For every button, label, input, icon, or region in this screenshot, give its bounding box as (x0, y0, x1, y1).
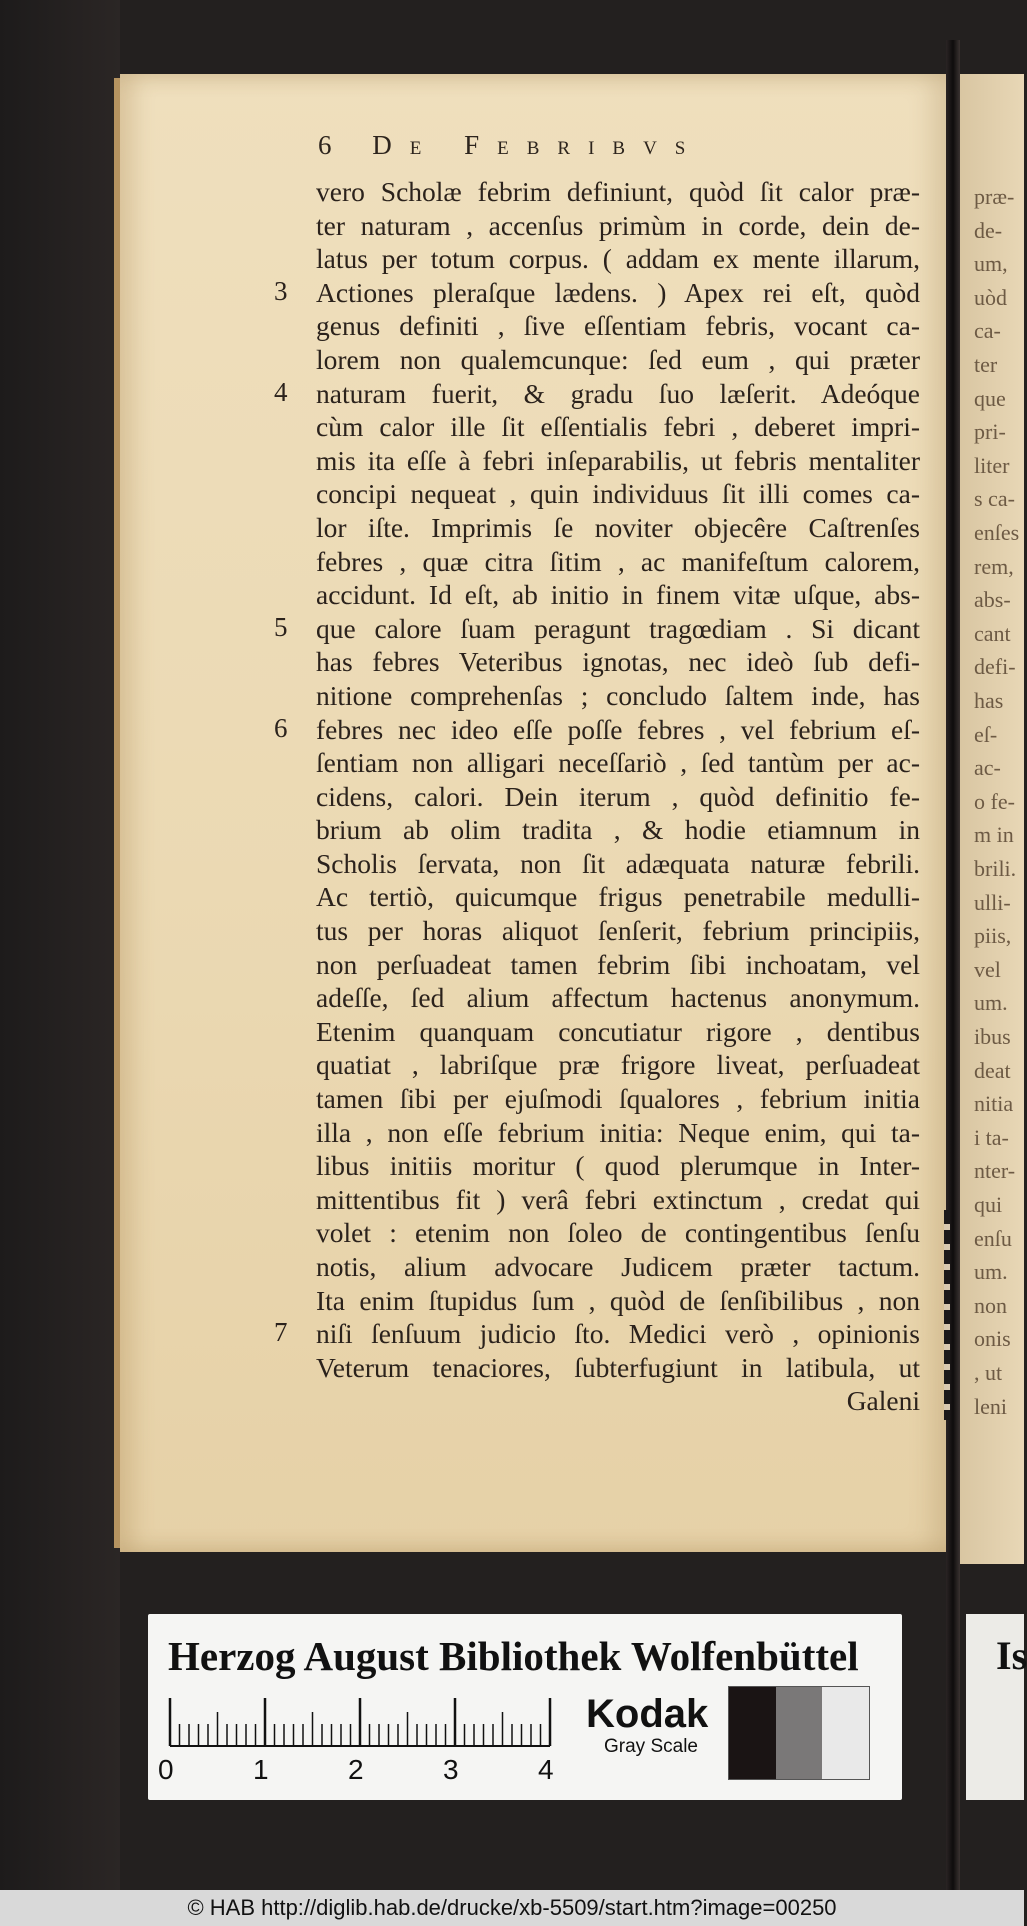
facing-page-fragment: eſ- (974, 721, 998, 747)
facing-page-fragment: liter (974, 452, 1010, 478)
ruler-label: 3 (443, 1754, 459, 1785)
kodak-logo: Kodak (586, 1692, 709, 1736)
card-fragment-text: Is (996, 1633, 1027, 1678)
facing-page-fragment: defi- (974, 654, 1016, 680)
text-line: mis ita eſſe à febri inſeparabilis, ut febris mentaliter (316, 444, 920, 476)
running-header (318, 130, 703, 161)
gray-swatch (822, 1687, 869, 1779)
facing-page-fragment: de- (974, 217, 1003, 243)
ruler (170, 1698, 550, 1748)
facing-page-fragment: leni (974, 1393, 1007, 1419)
facing-page-fragment: vel (974, 956, 1001, 982)
text-line: ter naturam , accenſus primùm in corde, dein de- (316, 209, 920, 241)
text-line: quatiat , labriſque præ frigore liveat, perſuadeat (316, 1049, 920, 1081)
text-line: adeſſe, ſed alium affectum hactenus anonymum. (316, 982, 920, 1014)
text-line: que calore ſuam peragunt tragœdiam . Si dicant (316, 612, 920, 644)
text-line: tus per horas aliquot ſenſerit, febrium principiis, (316, 915, 920, 947)
text-line: Ac tertiò, quicumque frigus penetrabile medulli- (316, 881, 920, 913)
ruler-label: 0 (158, 1754, 174, 1785)
running-title: De Febribvs (372, 130, 704, 160)
margin-number: 6 (274, 712, 288, 743)
body-text (316, 175, 920, 1418)
text-line: libus initiis moritur ( quod plerumque in Inter- (316, 1150, 920, 1182)
text-line: non perſuadeat tamen febrim ſibi inchoatam, vel (316, 948, 920, 980)
facing-page-fragment: pri- (974, 419, 1006, 445)
text-line: notis, alium advocare Judicem præter tactum. (316, 1251, 920, 1282)
text-line: Galeni (846, 1385, 920, 1417)
book-gutter (946, 40, 960, 1890)
facing-page-fragment: abs- (974, 587, 1011, 613)
facing-page-fragment: ac- (974, 755, 1001, 781)
text-line: cidens, calori. Dein iterum , quòd definitio fe- (316, 780, 920, 812)
footer-credit: © HAB http://diglib.hab.de/drucke/xb-5509/start.htm?image=00250 (0, 1890, 1024, 1926)
facing-page (960, 74, 1024, 1564)
text-line: accidunt. Id eſt, ab initio in finem vitæ uſque, abs- (316, 579, 920, 611)
text-line: ſentiam non alligari neceſſariò , ſed tantùm per ac- (316, 747, 920, 779)
gray-scale-label: Gray Scale (604, 1736, 698, 1757)
ruler-label: 1 (253, 1754, 269, 1785)
text-line: tamen ſibi per ejuſmodi ſqualores , febrium initia (316, 1083, 920, 1115)
text-line: febres nec ideo eſſe poſſe febres , vel febrium eſ- (316, 713, 920, 745)
facing-page-fragment: s ca- (974, 486, 1015, 512)
text-line: Actiones pleraſque lædens. ) Apex rei eſt, quòd (316, 276, 920, 308)
text-line: Veterum tenaciores, ſubterfugiunt in latibula, ut (316, 1351, 920, 1383)
gray-swatch (776, 1687, 823, 1779)
margin-number: 7 (274, 1317, 288, 1348)
text-line: vero Scholæ febrim definiunt, quòd ſit calor præ- (316, 176, 920, 207)
facing-page-fragment: ca- (974, 318, 1001, 344)
ruler-label: 2 (348, 1754, 364, 1785)
page-number: 6 (318, 130, 333, 160)
facing-page-fragment: nter- (974, 1158, 1016, 1184)
text-line: niſi ſenſuum judicio ſto. Medici verò , opinionis (316, 1318, 920, 1350)
text-line: naturam fuerit, & gradu ſuo læſerit. Adeóque (316, 377, 920, 409)
facing-page-fragment: um, (974, 251, 1008, 277)
text-line: genus definiti , ſive eſſentiam febris, vocant ca- (316, 310, 920, 342)
facing-page-fragment: onis (974, 1326, 1011, 1352)
text-line: concipi nequeat , quin individuus ſit illi comes ca- (316, 478, 920, 510)
gray-scale-swatches (728, 1686, 870, 1780)
text-line: mittentibus fit ) verâ febri extinctum , credat qui (316, 1183, 920, 1215)
facing-page-fragment: non (974, 1292, 1007, 1318)
facing-page-fragment: ulli- (974, 889, 1011, 915)
text-line: brium ab olim tradita , & hodie etiamnum in (316, 814, 920, 846)
text-line: latus per totum corpus. ( addam ex mente illarum, (316, 243, 920, 275)
facing-page-fragment: deat (974, 1057, 1011, 1083)
card-title: Herzog August Bibliothek Wolfenbüttel (168, 1633, 859, 1679)
facing-page-fragment: i ta- (974, 1124, 1009, 1150)
text-line: lorem non qualemcunque: ſed eum , qui præter (316, 343, 920, 375)
facing-page-fragment: que (974, 385, 1006, 411)
ruler-label: 4 (538, 1754, 554, 1785)
text-line: volet : etenim non ſoleo de contingentibus ſenſu (316, 1217, 920, 1249)
facing-page-fragment: qui (974, 1192, 1003, 1217)
facing-page-fragment: brili. (974, 856, 1017, 881)
facing-page-fragment: piis, (974, 923, 1012, 949)
facing-page-fragment: rem, (974, 553, 1014, 579)
facing-page-fragment: um. (974, 1259, 1008, 1285)
margin-number: 4 (274, 376, 288, 407)
facing-page-fragment: uòd (974, 284, 1007, 310)
facing-page-fragment: enſes (974, 520, 1020, 545)
margin-number: 5 (274, 611, 288, 642)
gray-swatch (729, 1687, 776, 1779)
facing-page-fragment: has (974, 688, 1004, 713)
page-clamp (944, 1210, 950, 1420)
facing-page-fragment: enſu (974, 1225, 1012, 1251)
facing-page-fragment: um. (974, 990, 1008, 1016)
facing-page-fragment: m in (974, 822, 1014, 848)
text-line: illa , non eſſe febrium initia: Neque enim, qui ta- (316, 1116, 920, 1148)
facing-page-fragment: nitia (974, 1091, 1014, 1117)
dark-background (0, 0, 120, 1890)
facing-page-fragment: præ- (974, 184, 1015, 209)
text-line: cùm calor ille ſit eſſentialis febri , deberet impri- (316, 411, 920, 443)
card-fragment (966, 1614, 1027, 1800)
text-line: Ita enim ſtupidus ſum , quòd de ſenſibilibus , non (316, 1284, 920, 1316)
facing-page-fragment: ter (974, 352, 998, 377)
text-line: febres , quæ citra ſitim , ac manifeſtum calorem, (316, 545, 920, 577)
text-line: has febres Veteribus ignotas, nec ideò ſub defi- (316, 646, 920, 678)
text-line: lor iſte. Imprimis ſe noviter objecêre Caſtrenſes (316, 511, 920, 543)
margin-number: 3 (274, 275, 288, 306)
facing-page-fragment: ibus (974, 1024, 1011, 1049)
facing-page-fragment: o fe- (974, 788, 1015, 814)
color-reference-card (148, 1614, 902, 1800)
facing-page-fragment: cant (974, 620, 1011, 646)
text-line: Scholis ſervata, non ſit adæquata naturæ febrili. (316, 847, 920, 879)
text-line: nitione comprehenſas ; concludo ſaltem inde, has (316, 679, 920, 711)
text-line: Etenim quanquam concutiatur rigore , dentibus (316, 1015, 920, 1047)
facing-page-fragment: , ut (974, 1360, 1003, 1385)
